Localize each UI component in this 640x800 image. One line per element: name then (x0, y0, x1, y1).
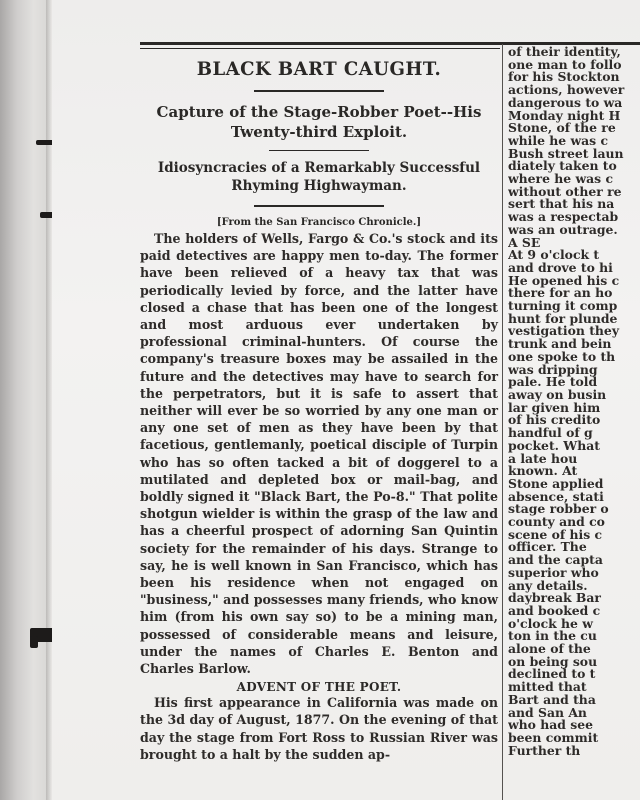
top-rule (140, 42, 640, 45)
right-column-line: officer. The (508, 539, 587, 555)
right-column-line: alone of the (508, 641, 591, 657)
right-column-line: Monday night H (508, 107, 621, 123)
right-column-line: known. At (508, 463, 578, 479)
right-column-line: actions, however (508, 82, 625, 98)
book-binding (0, 0, 48, 800)
right-column-line: mitted that (508, 679, 587, 695)
article-headline: BLACK BART CAUGHT. (196, 58, 442, 80)
right-column-line: Further th (508, 742, 581, 758)
right-column-line: pocket. What (508, 437, 600, 453)
right-column-line: absence, stati (508, 488, 604, 504)
right-column-line: hunt for plunde (508, 310, 618, 326)
right-column-line: for his Stockton (508, 69, 620, 85)
right-column-line: county and co (508, 514, 605, 530)
right-column-line: who had see (508, 717, 594, 733)
article-paragraph-2: His first appearance in California was made on the 3d day of August, 1877. On the evening of that day the stage from Fort Ross to Russian River was brought to a halt by the sudden ap- (140, 695, 498, 762)
subhead-rule (269, 150, 369, 151)
right-column-line: and San An (508, 704, 587, 720)
right-column-line: there for an ho (508, 285, 613, 301)
right-column-line: At 9 o'clock t (508, 247, 600, 263)
right-column-line: any details. (508, 577, 588, 593)
right-column-line: dangerous to wa (508, 94, 623, 110)
right-column-line: o'clock he w (508, 615, 593, 631)
right-column-line: turning it comp (508, 298, 618, 314)
right-column-line: declined to t (508, 666, 596, 682)
right-column-line: been commit (508, 729, 599, 745)
right-column-line: where he was c (508, 171, 614, 187)
right-column-line: daybreak Bar (508, 590, 601, 606)
right-column-line: away on busin (508, 386, 607, 402)
top-rule-thin (140, 48, 500, 49)
right-column-line: Bush street laun (508, 145, 624, 161)
deck-rule (254, 205, 384, 207)
right-column-line: and drove to hi (508, 259, 613, 275)
right-column-line: scene of his c (508, 526, 603, 542)
right-column-line: trunk and bein (508, 336, 612, 352)
right-column-line: Stone applied (508, 475, 604, 491)
right-column-line: superior who (508, 564, 599, 580)
right-column-line: of their identity, (508, 46, 621, 59)
right-column-line: of his credito (508, 412, 601, 428)
right-column-line: handful of g (508, 425, 593, 441)
right-column-line: ton in the cu (508, 628, 597, 644)
right-column-line: pale. He told (508, 374, 598, 390)
right-column-line: a late hou (508, 450, 578, 466)
article-column (140, 50, 498, 763)
section-heading: ADVENT OF THE POET. (236, 680, 402, 695)
right-column-line: and booked c (508, 602, 601, 618)
right-column-line: one man to follo (508, 56, 622, 72)
right-column-line: A SE (508, 234, 541, 250)
article-subhead: Capture of the Stage-Robber Poet--His Twenty-third Exploit. (156, 103, 482, 141)
adjacent-column (508, 46, 640, 757)
article-subhead-2: Idiosyncracies of a Remarkably Successful Rhyming Highwayman. (157, 160, 481, 194)
right-column-line: sert that his na (508, 196, 615, 212)
right-column-line: was an outrage. (508, 221, 618, 237)
right-column-line: Bart and tha (508, 691, 596, 707)
right-column-line: diately taken to (508, 158, 617, 174)
article-paragraph-1: The holders of Wells, Fargo & Co.'s stock and its paid detectives are happy men to-day. The former have been relieved of a heavy tax that was periodically levied by force, and the latter have closed a chase that has been one of the longest and most arduous ever undertaken by professional criminal-hunters. Of course the company's treasure boxes may be assailed in the future and the detectives may have to search for the perpetrators, but it is safe to assert that neither will ever be so worried by any one man or any one set of men as they have been by that facetious, gentlemanly, poetical disciple of Turpin who has so often tacked a bit of doggerel to a mutilated and depleted box or mail-bag, and boldly signed it "Black Bart, the Po-8." That polite shotgun wielder is within the grasp of the law and has a cheerful prospect of adorning San Quintin society for the remainder of his days. Strange to say, he is well known in San Francisco, which has been his residence when not engaged on "business," and possesses many friends, who know him (from his own say so) to be a mining man, possessed of considerable means and leisure, under the names of Charles E. Benton and Charles Barlow. (140, 231, 498, 677)
article-source: [From the San Francisco Chronicle.] (216, 217, 422, 228)
right-column-line: He opened his c (508, 272, 620, 288)
right-column-line: on being sou (508, 653, 598, 669)
right-column-line: vestigation they (508, 323, 620, 339)
right-column-line: without other re (508, 183, 622, 199)
right-column-line: stage robber o (508, 501, 609, 517)
right-column-line: lar given him (508, 399, 601, 415)
right-column-line: while he was c (508, 132, 609, 148)
binding-stitch (30, 636, 38, 648)
right-column-line: one spoke to th (508, 348, 616, 364)
right-column-line: Stone, of the re (508, 120, 616, 136)
right-column-line: was a respectab (508, 209, 619, 225)
right-column-line: was dripping (508, 361, 598, 377)
column-divider (502, 44, 503, 800)
right-column-line: and the capta (508, 552, 603, 568)
headline-rule (254, 90, 384, 92)
